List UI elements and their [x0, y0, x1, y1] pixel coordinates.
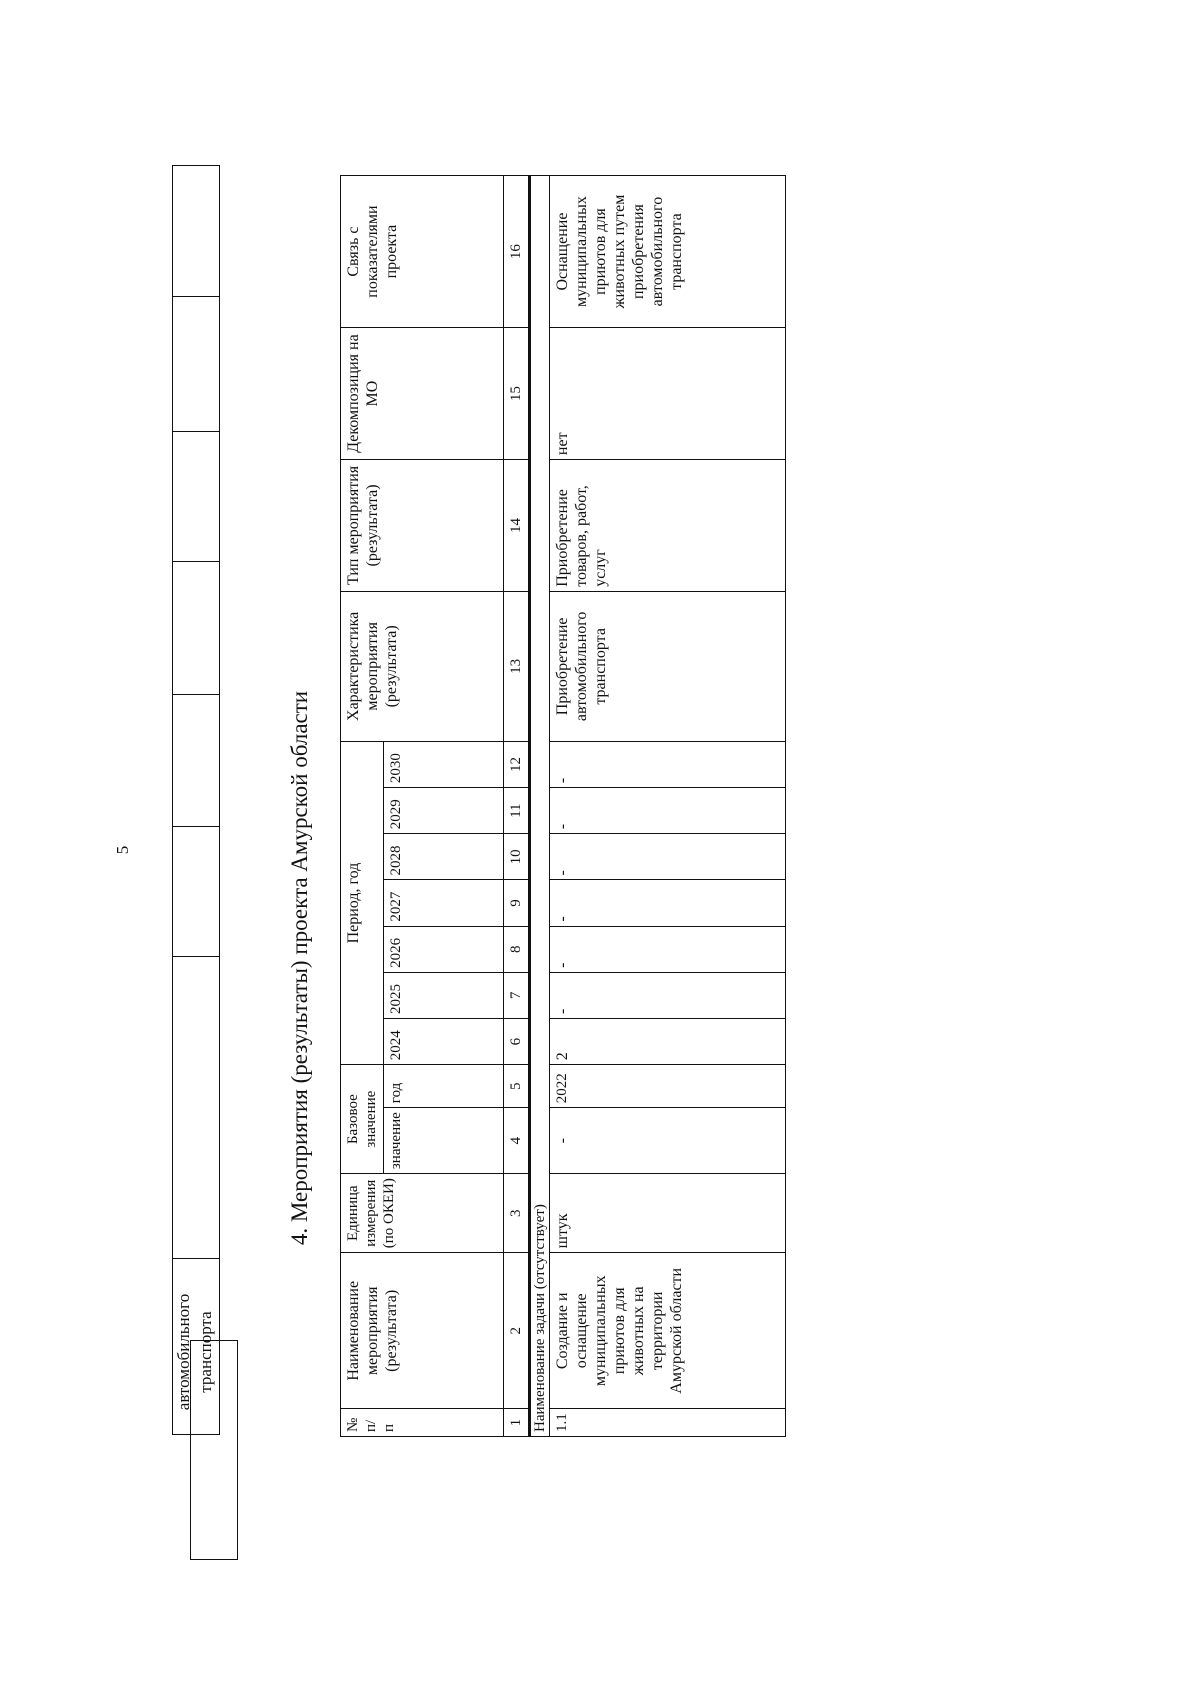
- header-num: № п/п: [341, 1409, 504, 1437]
- row-base-value: -: [550, 1108, 786, 1174]
- row-value-2029: -: [550, 788, 786, 834]
- header-year-2026: 2026: [384, 926, 504, 972]
- row-value-2025: -: [550, 972, 786, 1018]
- colnum-16: 16: [504, 176, 530, 328]
- header-base-value: значение: [384, 1108, 504, 1174]
- colnum-3: 3: [504, 1174, 530, 1253]
- header-period: Период, год: [341, 741, 384, 1064]
- colnum-8: 8: [504, 926, 530, 972]
- task-name: Наименование задачи (отсутствует): [530, 176, 550, 1437]
- colnum-11: 11: [504, 788, 530, 834]
- colnum-9: 9: [504, 880, 530, 926]
- header-year-2027: 2027: [384, 880, 504, 926]
- row-value-2028: -: [550, 834, 786, 880]
- colnum-7: 7: [504, 972, 530, 1018]
- row-value-2030: -: [550, 741, 786, 787]
- header-characteristic: Характеристика мероприятия (результата): [341, 591, 504, 741]
- continuation-strip: [172, 165, 220, 1435]
- header-year-2025: 2025: [384, 972, 504, 1018]
- column-numbers-row: [504, 176, 530, 1437]
- header-year-2030: 2030: [384, 741, 504, 787]
- row-characteristic: Приобретение автомобильного транспорта: [550, 591, 786, 741]
- row-value-2027: -: [550, 880, 786, 926]
- header-name: Наименование мероприятия (результата): [341, 1253, 504, 1409]
- header-unit: Единица измерения (по ОКЕИ): [341, 1174, 504, 1253]
- header-base-year: год: [384, 1065, 504, 1108]
- header-row-1: [341, 176, 384, 1437]
- row-name: Создание и оснащение муниципальных приютов для животных на территории Амурской области: [550, 1253, 786, 1409]
- colnum-4: 4: [504, 1108, 530, 1174]
- activities-table: [340, 175, 786, 1437]
- header-link: Связь с показателями проекта: [341, 176, 504, 328]
- colnum-12: 12: [504, 741, 530, 787]
- colnum-10: 10: [504, 834, 530, 880]
- colnum-14: 14: [504, 460, 530, 592]
- row-link: Оснащение муниципальных приютов для животных путем приобретения автомобильного транспорта: [550, 176, 786, 328]
- row-value-2026: -: [550, 926, 786, 972]
- row-decomposition: нет: [550, 328, 786, 460]
- colnum-6: 6: [504, 1019, 530, 1065]
- header-year-2029: 2029: [384, 788, 504, 834]
- row-value-2024: 2: [550, 1019, 786, 1065]
- header-base: Базовое значение: [341, 1065, 384, 1174]
- task-row: [530, 176, 550, 1437]
- header-year-2028: 2028: [384, 834, 504, 880]
- header-year-2024: 2024: [384, 1019, 504, 1065]
- colnum-2: 2: [504, 1253, 530, 1409]
- header-decomposition: Декомпозиция на МО: [341, 328, 504, 460]
- page-number: 5: [113, 845, 132, 855]
- colnum-1: 1: [504, 1409, 530, 1437]
- row-num: 1.1: [550, 1409, 786, 1437]
- continuation-text: автомобильного транспорта: [174, 1293, 215, 1411]
- colnum-5: 5: [504, 1065, 530, 1108]
- colnum-13: 13: [504, 591, 530, 741]
- table-row: [550, 176, 786, 1437]
- row-base-year: 2022: [550, 1065, 786, 1108]
- row-unit: штук: [550, 1174, 786, 1253]
- header-type: Тип мероприятия (результата): [341, 460, 504, 592]
- section-title: 4. Мероприятия (результаты) проекта Амурской области: [287, 690, 312, 1246]
- row-type: Приобретение товаров, работ, услуг: [550, 460, 786, 592]
- colnum-15: 15: [504, 328, 530, 460]
